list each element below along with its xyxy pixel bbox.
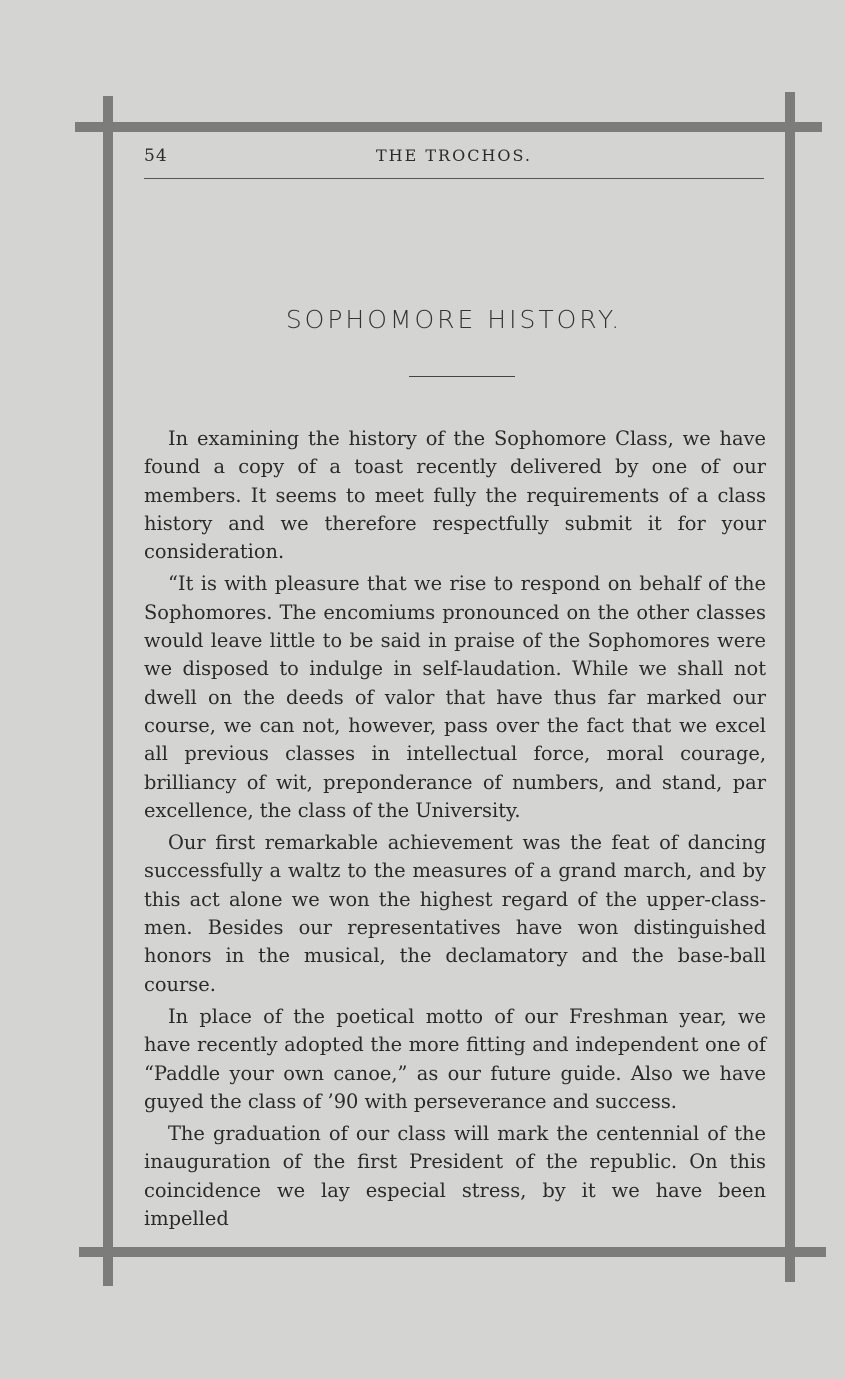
border-rule-right xyxy=(785,92,795,1282)
border-rule-bottom xyxy=(79,1247,826,1257)
paragraph: Our first remarkable achievement was the feat of dancing successfully a waltz to the measures of a grand march, and by this act alone we won the highest regard of the upper-class-men. Besides our representatives have won distinguished honors in the musical, the declamatory and the base-ball course. xyxy=(144,831,766,996)
paragraph: The graduation of our class will mark the centennial of the inauguration of the first President of the republic. On this coincidence we lay especial stress, by it we have been impelled xyxy=(144,1122,766,1231)
border-rule-left xyxy=(103,96,113,1286)
running-title: THE TROCHOS. xyxy=(375,146,532,165)
body-text xyxy=(144,425,766,1237)
paragraph: “It is with pleasure that we rise to respond on behalf of the Sophomores. The encomiums pronounced on the other classes would leave little to be said in praise of the Sophomores were we disposed to indulge in self-laudation. While we shall not dwell on the deeds of valor that have thus far marked our course, we can not, however, pass over the fact that we excel all previous classes in intellectual force, moral courage, brilliancy of wit, preponderance of numbers, and stand, par excellence, the class of the University. xyxy=(144,572,766,822)
page-number: 54 xyxy=(144,146,168,166)
paragraph: In examining the history of the Sophomore Class, we have found a copy of a toast recently delivered by one of our members. It seems to meet fully the requirements of a class history and we therefore respectfully submit it for your consideration. xyxy=(144,427,766,564)
page-header xyxy=(144,142,764,170)
border-rule-top xyxy=(75,122,822,132)
header-divider xyxy=(144,178,764,179)
title-divider xyxy=(409,376,515,377)
paragraph: In place of the poetical motto of our Freshman year, we have recently adopted the more fitting and independent one of “Paddle your own canoe,” as our future guide. Also we have guyed the class of ’90 with perseverance and success. xyxy=(144,1004,766,1113)
section-title: SOPHOMORE HISTORY. xyxy=(285,305,623,334)
